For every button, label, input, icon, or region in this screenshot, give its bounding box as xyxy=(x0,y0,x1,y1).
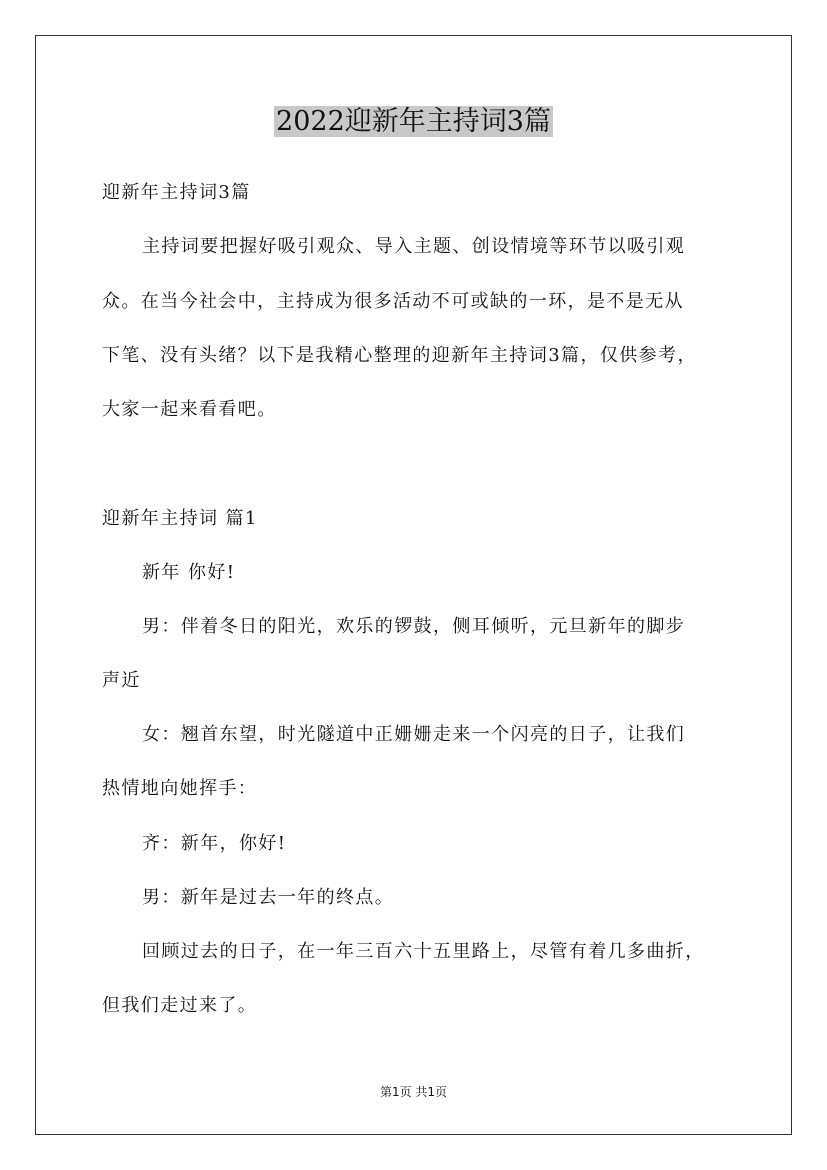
body-line-2: 男：伴着冬日的阳光，欢乐的锣鼓，侧耳倾听，元旦新年的脚步 xyxy=(142,616,686,637)
body-line-6: 齐：新年，你好! xyxy=(142,833,287,854)
document-title xyxy=(0,102,827,142)
body-line-9: 但我们走过来了。 xyxy=(102,995,258,1016)
body-line-3: 声近 xyxy=(102,670,141,691)
subtitle: 迎新年主持词3篇 xyxy=(102,182,251,203)
page-footer: 第1页 共1页 xyxy=(379,1085,448,1099)
intro-line-4: 大家一起来看看吧。 xyxy=(102,399,277,420)
body-line-7: 男：新年是过去一年的终点。 xyxy=(142,887,395,908)
intro-line-2: 众。在当今社会中，主持成为很多活动不可或缺的一环，是不是无从 xyxy=(102,291,684,312)
body-line-1: 新年 你好! xyxy=(142,562,236,583)
body-line-4: 女：翘首东望，时光隧道中正姗姗走来一个闪亮的日子，让我们 xyxy=(142,724,686,745)
body-line-8: 回顾过去的日子，在一年三百六十五里路上，尽管有着几多曲折， xyxy=(142,941,705,962)
intro-line-3: 下笔、没有头绪？以下是我精心整理的迎新年主持词3篇，仅供参考， xyxy=(102,345,697,366)
body-line-5: 热情地向她挥手： xyxy=(102,778,258,799)
intro-line-1: 主持词要把握好吸引观众、导入主题、创设情境等环节以吸引观 xyxy=(142,236,686,257)
document-title-text: 2022迎新年主持词3篇 xyxy=(276,106,551,137)
section-heading: 迎新年主持词 篇1 xyxy=(102,508,258,529)
